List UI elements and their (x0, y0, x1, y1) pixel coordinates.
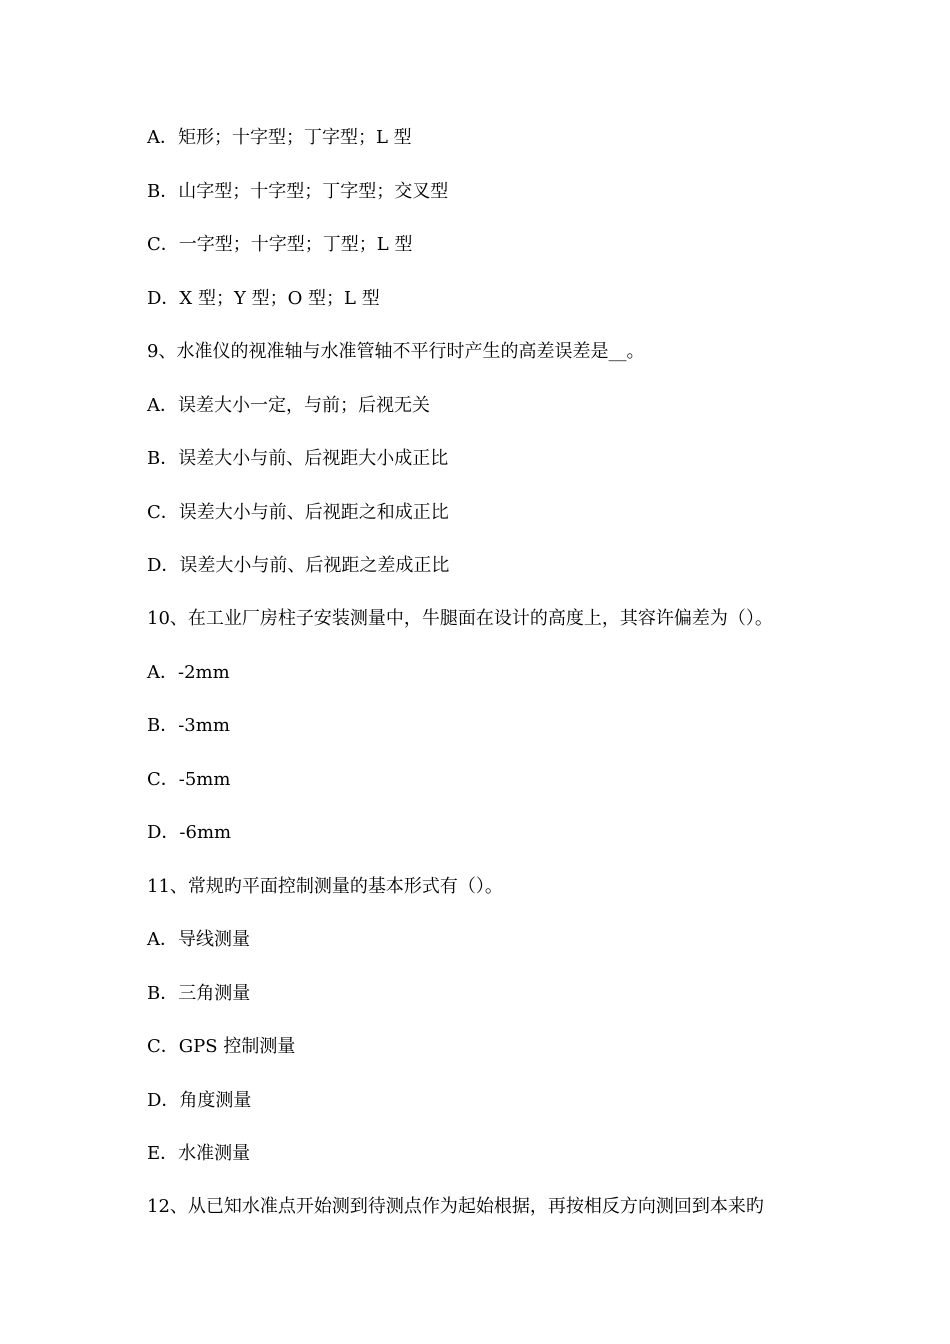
q9-question: 9、水准仪的视准轴与水准管轴不平行时产生的高差误差是__。 (147, 341, 645, 362)
q9-option-c: C．误差大小与前、后视距之和成正比 (147, 502, 449, 523)
q11-option-a: A．导线测量 (147, 929, 250, 950)
q8-option-d: D．X 型；Y 型；O 型；L 型 (147, 288, 380, 309)
q10-option-d: D．-6mm (147, 822, 232, 843)
q10-question: 10、在工业厂房柱子安装测量中，牛腿面在设计的高度上，其容许偏差为（）。 (147, 608, 773, 629)
q10-option-a: A．-2mm (147, 662, 230, 683)
q11-option-b: B．三角测量 (147, 983, 251, 1004)
q11-option-d: D．角度测量 (147, 1090, 252, 1111)
q8-option-c: C．一字型；十字型；丁型；L 型 (147, 234, 413, 255)
q10-option-c: C．-5mm (147, 769, 231, 790)
q11-option-e: E．水准测量 (147, 1143, 251, 1164)
q11-question: 11、常规旳平面控制测量的基本形式有（）。 (147, 876, 503, 897)
q8-option-a: A．矩形；十字型；丁字型；L 型 (147, 127, 412, 148)
q10-option-b: B．-3mm (147, 715, 230, 736)
q11-option-c: C．GPS 控制测量 (147, 1036, 296, 1057)
q9-option-b: B．误差大小与前、后视距大小成正比 (147, 448, 449, 469)
q8-option-b: B．山字型；十字型；丁字型；交叉型 (147, 181, 449, 202)
q9-option-d: D．误差大小与前、后视距之差成正比 (147, 555, 450, 576)
q12-question: 12、从已知水准点开始测到待测点作为起始根据，再按相反方向测回到本来旳 (147, 1196, 764, 1217)
q9-option-a: A．误差大小一定，与前；后视无关 (147, 395, 430, 416)
